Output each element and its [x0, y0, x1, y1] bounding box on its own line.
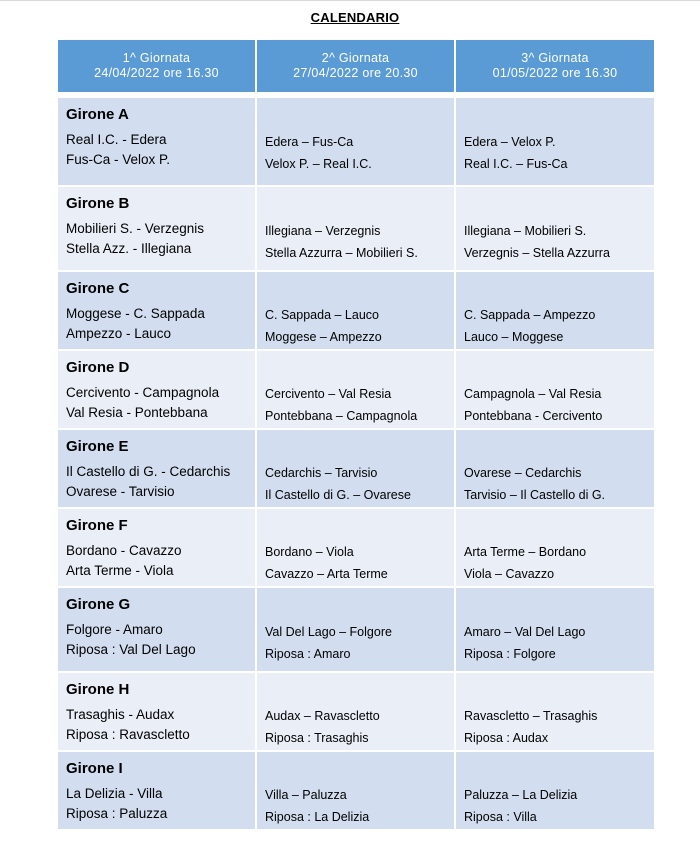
page-title: CALENDARIO [310, 10, 400, 25]
fixture: Bordano - Cavazzo [66, 543, 182, 558]
cell-girone-a-g1 [58, 98, 257, 187]
fixture: Stella Azzurra – Mobilieri S. [265, 246, 418, 260]
cell-girone-i-g3 [456, 752, 654, 831]
header-giornata-1-date: 24/04/2022 ore 16.30 [94, 66, 219, 80]
fixture: Pontebbana - Cercivento [464, 409, 603, 423]
fixture: Verzegnis – Stella Azzurra [464, 246, 610, 260]
fixture: Trasaghis - Audax [66, 707, 175, 722]
group-name: Girone B [66, 195, 130, 212]
cell-girone-f-g1 [58, 509, 257, 588]
header-giornata-2-date: 27/04/2022 ore 20.30 [293, 66, 418, 80]
cell-girone-a-g3 [456, 98, 654, 187]
cell-girone-b-g3 [456, 187, 654, 272]
group-name: Girone I [66, 760, 123, 777]
fixture: Riposa : Folgore [464, 647, 556, 661]
cell-girone-h-g3 [456, 673, 654, 752]
group-name: Girone G [66, 596, 131, 613]
cell-girone-g-g1 [58, 588, 257, 673]
fixture: C. Sappada – Lauco [265, 308, 379, 322]
fixture: Cedarchis – Tarvisio [265, 466, 378, 480]
fixture: Illegiana – Verzegnis [265, 224, 381, 238]
cell-girone-g-g3 [456, 588, 654, 673]
header-giornata-3-label: 3^ Giornata [521, 51, 589, 65]
group-name: Girone E [66, 438, 129, 455]
fixture: Stella Azz. - Illegiana [66, 241, 192, 256]
cell-girone-f-g3 [456, 509, 654, 588]
cell-girone-c-g2 [257, 272, 456, 351]
header-giornata-2-label: 2^ Giornata [321, 51, 390, 65]
fixture: Riposa : La Delizia [265, 810, 370, 824]
fixture: Riposa : Paluzza [66, 806, 168, 821]
group-name: Girone A [66, 106, 129, 123]
cell-girone-c-g1 [58, 272, 257, 351]
fixture: Lauco – Moggese [464, 330, 564, 344]
fixture: Mobilieri S. - Verzegnis [66, 221, 205, 236]
fixture: Real I.C. - Edera [66, 132, 167, 147]
cell-girone-i-g2 [257, 752, 456, 831]
fixture: Arta Terme - Viola [66, 563, 174, 578]
group-name: Girone F [66, 517, 128, 534]
cell-girone-e-g1 [58, 430, 257, 509]
table-row-girone-h [58, 673, 654, 752]
header-giornata-1 [58, 40, 257, 92]
group-name: Girone H [66, 681, 130, 698]
cell-girone-a-g2 [257, 98, 456, 187]
fixture: Real I.C. – Fus-Ca [464, 157, 568, 171]
fixture: Tarvisio – Il Castello di G. [464, 488, 606, 502]
fixture: La Delizia - Villa [66, 786, 163, 801]
fixture: Riposa : Audax [464, 731, 549, 745]
fixture: Cercivento – Val Resia [265, 387, 392, 401]
group-name: Girone C [66, 280, 130, 297]
header-giornata-1-label: 1^ Giornata [122, 51, 191, 65]
table-row-girone-i [58, 752, 654, 831]
cell-girone-d-g1 [58, 351, 257, 430]
fixture: Ovarese – Cedarchis [464, 466, 582, 480]
cell-girone-d-g3 [456, 351, 654, 430]
cell-girone-g-g2 [257, 588, 456, 673]
top-rule [0, 0, 700, 1]
fixture: Riposa : Villa [464, 810, 537, 824]
fixture: Bordano – Viola [265, 545, 354, 559]
cell-girone-f-g2 [257, 509, 456, 588]
header-row [58, 40, 654, 92]
cell-girone-b-g1 [58, 187, 257, 272]
fixture: Cercivento - Campagnola [66, 385, 220, 400]
group-name: Girone D [66, 359, 130, 376]
fixture: Riposa : Ravascletto [66, 727, 190, 742]
fixture: Fus-Ca - Velox P. [66, 152, 171, 167]
table-row-girone-b [58, 187, 654, 272]
cell-girone-e-g2 [257, 430, 456, 509]
cell-girone-d-g2 [257, 351, 456, 430]
table-row-girone-e [58, 430, 654, 509]
fixture: Cavazzo – Arta Terme [265, 567, 388, 581]
table-row-girone-a [58, 98, 654, 187]
fixture: Edera – Fus-Ca [265, 135, 354, 149]
fixture: Viola – Cavazzo [464, 567, 555, 581]
fixture: Il Castello di G. - Cedarchis [66, 464, 231, 479]
fixture: Amaro – Val Del Lago [464, 625, 586, 639]
cell-girone-e-g3 [456, 430, 654, 509]
calendar-table [58, 40, 654, 831]
fixture: Val Del Lago – Folgore [265, 625, 392, 639]
header-giornata-3 [456, 40, 654, 92]
fixture: Moggese – Ampezzo [265, 330, 382, 344]
table-row-girone-g [58, 588, 654, 673]
fixture: Campagnola – Val Resia [464, 387, 602, 401]
fixture: Ampezzo - Lauco [66, 326, 172, 341]
cell-girone-h-g1 [58, 673, 257, 752]
fixture: Riposa : Amaro [265, 647, 351, 661]
fixture: Velox P. – Real I.C. [265, 157, 372, 171]
fixture: Paluzza – La Delizia [464, 788, 578, 802]
fixture: Illegiana – Mobilieri S. [464, 224, 587, 238]
fixture: C. Sappada – Ampezzo [464, 308, 596, 322]
table-row-girone-f [58, 509, 654, 588]
cell-girone-c-g3 [456, 272, 654, 351]
fixture: Edera – Velox P. [464, 135, 556, 149]
fixture: Riposa : Val Del Lago [66, 642, 196, 657]
fixture: Audax – Ravascletto [265, 709, 380, 723]
fixture: Arta Terme – Bordano [464, 545, 587, 559]
header-giornata-3-date: 01/05/2022 ore 16.30 [492, 66, 618, 80]
fixture: Ovarese - Tarvisio [66, 484, 175, 499]
fixture: Villa – Paluzza [265, 788, 347, 802]
fixture: Pontebbana – Campagnola [265, 409, 418, 423]
header-giornata-2 [257, 40, 456, 92]
fixture: Val Resia - Pontebbana [66, 405, 208, 420]
fixture: Ravascletto – Trasaghis [464, 709, 598, 723]
cell-girone-b-g2 [257, 187, 456, 272]
cell-girone-h-g2 [257, 673, 456, 752]
table-row-girone-c [58, 272, 654, 351]
fixture: Moggese - C. Sappada [66, 306, 205, 321]
fixture: Folgore - Amaro [66, 622, 163, 637]
cell-girone-i-g1 [58, 752, 257, 831]
fixture: Il Castello di G. – Ovarese [265, 488, 411, 502]
table-row-girone-d [58, 351, 654, 430]
fixture: Riposa : Trasaghis [265, 731, 369, 745]
